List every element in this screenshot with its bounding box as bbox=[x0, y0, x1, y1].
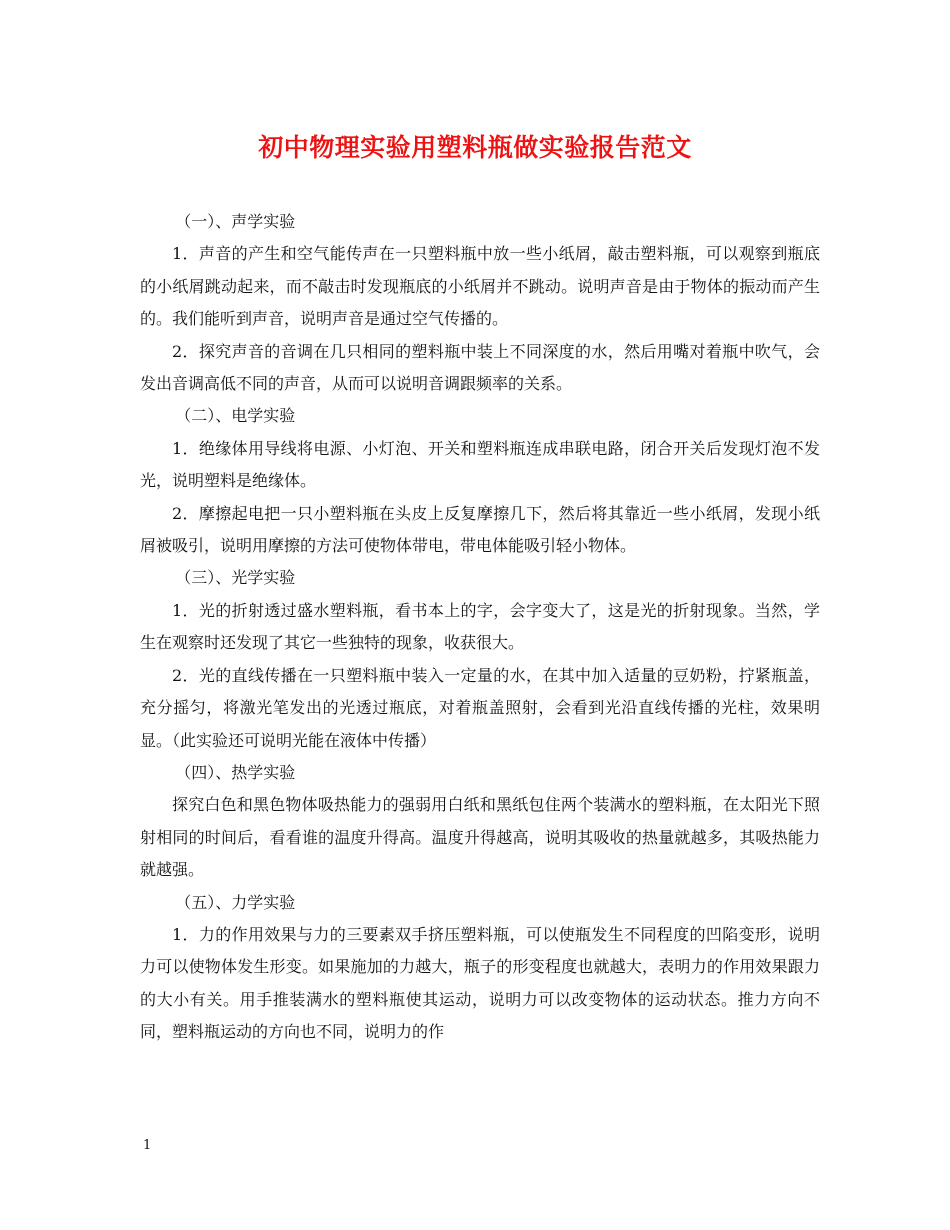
paragraph: 1．力的作用效果与力的三要素双手挤压塑料瓶，可以使瓶发生不同程度的凹陷变形，说明力可以使物体发生形变。如果施加的力越大，瓶子的形变程度也就越大，表明力的作用效果跟力的大小有关。用手推装满水的塑料瓶使其运动，说明力可以改变物体的运动状态。推力方向不同，塑料瓶运动的方向也不同，说明力的作 bbox=[140, 924, 820, 1042]
paragraph: 探究白色和黑色物体吸热能力的强弱用白纸和黑纸包住两个装满水的塑料瓶，在太阳光下照射相同的时间后，看看谁的温度升得高。温度升得越高，说明其吸收的热量就越多，其吸热能力就越强。 bbox=[140, 795, 820, 880]
section-heading-optics: （三）、光学实验 bbox=[175, 568, 296, 588]
section-heading-acoustics: （一）、声学实验 bbox=[175, 212, 296, 231]
document-title: 初中物理实验用塑料瓶做实验报告范文 bbox=[258, 133, 692, 162]
paragraph: 2．探究声音的音调在几只相同的塑料瓶中装上不同深度的水，然后用嘴对着瓶中吹气，会发出音调高低不同的声音，从而可以说明音调跟频率的关系。 bbox=[140, 341, 820, 394]
paragraph: 2．摩擦起电把一只小塑料瓶在头皮上反复摩擦几下，然后将其靠近一些小纸屑，发现小纸屑被吸引，说明用摩擦的方法可使物体带电，带电体能吸引轻小物体。 bbox=[140, 503, 820, 556]
page-number: 1 bbox=[143, 1138, 152, 1153]
paragraph: 1．光的折射透过盛水塑料瓶，看书本上的字，会字变大了，这是光的折射现象。当然，学生在观察时还发现了其它一些独特的现象，收获很大。 bbox=[140, 600, 820, 653]
section-heading-thermal: （四）、热学实验 bbox=[175, 762, 296, 782]
paragraph: 1．声音的产生和空气能传声在一只塑料瓶中放一些小纸屑，敲击塑料瓶，可以观察到瓶底的小纸屑跳动起来，而不敲击时发现瓶底的小纸屑并不跳动。说明声音是由于物体的振动而产生的。我们能听到声音，说明声音是通过空气传播的。 bbox=[140, 244, 820, 329]
paragraph: 1．绝缘体用导线将电源、小灯泡、开关和塑料瓶连成串联电路，闭合开关后发现灯泡不发光，说明塑料是绝缘体。 bbox=[140, 438, 820, 491]
document-body bbox=[140, 206, 820, 1049]
section-heading-electricity: （二）、电学实验 bbox=[175, 406, 296, 426]
paragraph: 2．光的直线传播在一只塑料瓶中装入一定量的水，在其中加入适量的豆奶粉，拧紧瓶盖，充分摇匀，将激光笔发出的光透过瓶底，对着瓶盖照射，会看到光沿直线传播的光柱，效果明显。（此实验还可说明光能在液体中传播） bbox=[140, 665, 820, 750]
section-heading-mechanics: （五）、力学实验 bbox=[175, 892, 296, 912]
